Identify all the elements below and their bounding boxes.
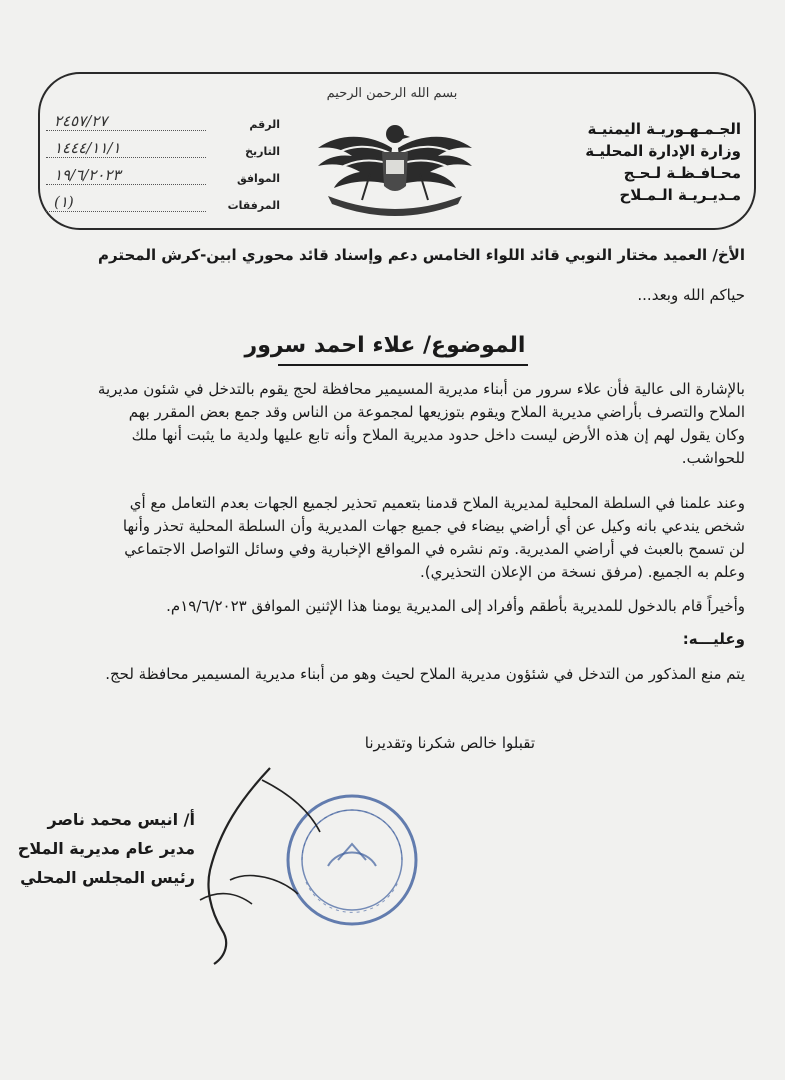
paragraph-line: وعند علمنا في السلطة المحلية لمديرية الملاح قدمنا بتعميم تحذير لجميع الجهات بعدم التعامل مع أي <box>129 494 745 512</box>
meta-label: المرفقات <box>227 199 280 212</box>
signatory-title: مدير عام مديرية الملاح <box>17 839 195 858</box>
meta-value: ٢٤٥٧/٢٧ <box>54 112 108 130</box>
meta-row-gregorian-date <box>40 166 280 193</box>
subject-underline <box>278 364 528 366</box>
yemen-eagle-emblem-icon <box>300 104 490 216</box>
paragraph-line: وعليـــه: <box>682 630 745 648</box>
meta-row-number <box>40 112 280 139</box>
meta-dotted-line <box>46 157 206 158</box>
meta-label: الرقم <box>249 118 280 131</box>
issuer-country: الجـمـهـوريـة اليمنيـة <box>587 120 741 138</box>
issuer-ministry: وزارة الإدارة المحليـة <box>585 142 741 160</box>
signature-block <box>0 805 195 892</box>
subject-heading: الموضوع/ علاء احمد سرور <box>244 333 526 358</box>
paragraph-therefore <box>44 628 745 651</box>
meta-dotted-line <box>46 184 206 185</box>
meta-value: ١٤٤٤/١١/١ <box>54 139 121 157</box>
paragraph-latest <box>44 595 745 618</box>
meta-dotted-line <box>46 130 206 131</box>
issuer-district: مـديـريـة الـمـلاح <box>619 186 741 204</box>
signatory-title: رئيس المجلس المحلي <box>20 868 195 887</box>
paragraph-line: الملاح والتصرف بأراضي مديرية الملاح ويقوم بتوزيعها لمجموعة من الناس وقد جمع بعض المقرر بهم <box>128 403 745 421</box>
meta-dotted-line <box>46 211 206 212</box>
paragraph-incident <box>44 378 745 470</box>
addressee-line: الأخ/ العميد مختار النوبي قائد اللواء الخامس دعم وإسناد قائد محوري ابين-كرش المحترم <box>98 246 745 264</box>
paragraph-warning <box>44 492 745 584</box>
paragraph-line: وعلم به الجميع. (مرفق نسخة من الإعلان التحذيري). <box>420 563 745 581</box>
paragraph-line: للحواشب. <box>681 449 745 467</box>
closing-line: تقبلوا خالص شكرنا وتقديرنا <box>364 734 535 752</box>
paragraph-line: شخص يندعي بانه وكيل عن أي أراضي بيضاء في جميع جهات المديرية وأن السلطة المحلية تحذر وأنها <box>122 517 745 535</box>
paragraph-line: وأخيراً قام بالدخول للمديرية بأطقم وأفراد إلى المديرية يومنا هذا الإثنين الموافق ١٩/٦/٢٠٢٣م. <box>166 597 745 615</box>
meta-label: الموافق <box>236 172 280 185</box>
meta-label: التاريخ <box>245 145 280 158</box>
reference-block <box>40 112 280 220</box>
paragraph-line: يتم منع المذكور من التدخل في شئؤون مديرية الملاح لحيث وهو من أبناء مديرية المسيمير محافظة لحج. <box>105 665 745 683</box>
signatory-name: أ/ انيس محمد ناصر <box>47 810 195 829</box>
greeting-line: حياكم الله وبعد... <box>637 286 745 304</box>
paragraph-line: بالإشارة الى عالية فأن علاء سرور من أبناء مديرية المسيمير محافظة لحج يقوم بالتدخل في شئون مديرية <box>97 380 745 398</box>
meta-row-hijri-date <box>40 139 280 166</box>
bismillah-calligraphy: بسم الله الرحمن الرحيم <box>326 86 458 101</box>
paragraph-line: لن تسمح بالعبث في أراضي المديرية. وتم نشره في المواقع الإخبارية وفي وسائل التواصل الاجتماعي <box>124 540 745 558</box>
meta-value: (١) <box>54 193 74 211</box>
issuer-governorate: محـافـظـة لـحـج <box>623 164 741 182</box>
letterhead-issuer <box>531 118 741 206</box>
paragraph-line: وكان يقول لهم إن هذه الأرض ليست داخل حدود مديرية الملاح وأنه تابع عليها ولدية ما يثبت أنها ملك <box>131 426 745 444</box>
meta-value: ١٩/٦/٢٠٢٣ <box>54 166 121 184</box>
meta-row-attachments <box>40 193 280 220</box>
paragraph-decision <box>44 663 745 686</box>
